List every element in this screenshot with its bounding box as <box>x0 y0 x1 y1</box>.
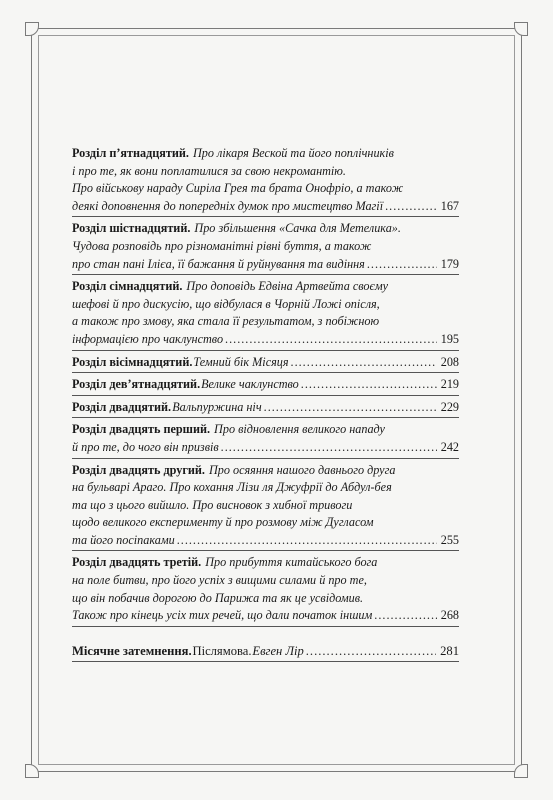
chapter-summary: деякі доповнення до попередніх думок про мистецтво Магії <box>72 198 384 213</box>
leader-dots <box>221 439 437 457</box>
toc-line <box>72 590 459 608</box>
toc-line <box>72 376 459 394</box>
toc-line <box>72 607 459 625</box>
toc-line <box>72 256 459 274</box>
chapter-summary: Також про кінець усіх тих речей, що дали початок іншим <box>72 608 373 623</box>
table-of-contents <box>72 145 459 665</box>
toc-line <box>72 462 459 480</box>
afterword-author: Евген Лір <box>252 643 304 658</box>
chapter-summary: і про те, як вони поплатилися за свою некромантію. <box>72 163 346 178</box>
toc-line <box>72 479 459 497</box>
chapter-summary: й про те, до чого він призвів <box>72 439 219 454</box>
chapter-title: Розділ вісімнадцятий. <box>72 354 193 369</box>
toc-line <box>72 278 459 296</box>
leader-dots <box>291 354 437 372</box>
toc-line <box>72 439 459 457</box>
toc-line <box>72 497 459 515</box>
page-number: 229 <box>440 399 459 414</box>
page-number: 179 <box>440 256 459 271</box>
chapter-summary: а також про змову, яка стала її результатом, з побіжною <box>72 314 380 329</box>
page-number: 255 <box>440 532 459 547</box>
toc-entry-chapter-22 <box>72 462 459 552</box>
chapter-summary: Про відновлення великого нападу <box>214 422 385 437</box>
toc-line <box>72 514 459 532</box>
chapter-summary: що він побачив дорогою до Парижа та як це усвідомив. <box>72 590 364 605</box>
toc-line <box>72 399 459 417</box>
chapter-summary: Про осяяння нашого давнього друга <box>208 462 396 477</box>
toc-entry-chapter-16 <box>72 220 459 275</box>
chapter-title: Розділ двадцять третій. <box>72 555 202 570</box>
page-number: 219 <box>440 377 459 392</box>
leader-dots <box>177 532 437 550</box>
toc-line <box>72 238 459 256</box>
chapter-title: Розділ двадцять другий. <box>72 462 205 477</box>
toc-entry-chapter-20 <box>72 399 459 419</box>
afterword-title: Місячне затемнення. <box>72 643 192 658</box>
toc-entry-chapter-18 <box>72 354 459 374</box>
chapter-summary: щодо великого експерименту й про розмову між Дугласом <box>72 515 374 530</box>
chapter-summary: на бульварі Араго. Про кохання Лізи ля Джуфрії до Абдул-бея <box>72 480 392 495</box>
leader-dots <box>367 256 437 274</box>
chapter-title: Розділ сімнадцятий. <box>72 279 183 294</box>
page-number: 242 <box>440 439 459 454</box>
leader-dots <box>264 399 437 417</box>
toc-line <box>72 331 459 349</box>
chapter-title: Розділ двадцять перший. <box>72 422 211 437</box>
toc-entry-afterword <box>72 643 459 663</box>
leader-dots <box>385 198 437 216</box>
chapter-title: Розділ двадцятий. <box>72 399 172 414</box>
leader-dots <box>306 643 436 661</box>
toc-line <box>72 532 459 550</box>
chapter-summary: інформацією про чаклунство <box>72 331 224 346</box>
toc-entry-chapter-17 <box>72 278 459 350</box>
chapter-title: Розділ шістнадцятий. <box>72 221 191 236</box>
corner-ornament <box>514 764 528 778</box>
chapter-summary: на поле битви, про його успіх з вищими силами й про те, <box>72 573 367 588</box>
toc-entry-chapter-23 <box>72 554 459 626</box>
toc-line <box>72 296 459 314</box>
chapter-summary: та що з цього вийшло. Про висновок з хибної тривоги <box>72 497 353 512</box>
page-number: 281 <box>440 643 459 658</box>
toc-entry-chapter-19 <box>72 376 459 396</box>
toc-line <box>72 643 459 661</box>
toc-line <box>72 572 459 590</box>
chapter-summary: та його посіпаками <box>72 532 175 547</box>
toc-line <box>72 198 459 216</box>
chapter-summary: Про прибуття китайського бога <box>205 555 378 570</box>
chapter-title: Розділ п’ятнадцятий. <box>72 146 189 160</box>
chapter-title: Розділ дев’ятнадцятий. <box>72 377 201 392</box>
toc-entry-chapter-15 <box>72 145 459 217</box>
leader-dots <box>374 607 436 625</box>
toc-line <box>72 180 459 198</box>
chapter-summary: Чудова розповідь про різноманітні рівні буття, а також <box>72 238 372 253</box>
toc-line <box>72 421 459 439</box>
chapter-summary: Про доповідь Едвіна Артвейта своєму <box>186 279 389 294</box>
chapter-summary: Про збільшення «Сачка для Метелика». <box>194 221 401 236</box>
page-number: 208 <box>440 354 459 369</box>
page-number: 195 <box>440 331 459 346</box>
toc-entry-chapter-21 <box>72 421 459 458</box>
toc-line <box>72 354 459 372</box>
toc-line <box>72 163 459 181</box>
chapter-summary: Вальпуржина ніч <box>172 399 262 414</box>
leader-dots <box>225 331 437 349</box>
chapter-summary: Про лікаря Веской та його поплічників <box>192 146 394 160</box>
afterword-label: Післямова. <box>192 643 252 658</box>
chapter-summary: про стан пані Ілієа, її бажання й руйнування та видіння <box>72 256 365 271</box>
page-number: 167 <box>440 198 459 213</box>
chapter-summary: Темний бік Місяця <box>193 354 289 369</box>
toc-line <box>72 220 459 238</box>
chapter-summary: шефові й про дискусію, що відбулася в Чорній Ложі опісля, <box>72 296 380 311</box>
toc-line <box>72 554 459 572</box>
leader-dots <box>301 376 437 394</box>
toc-line <box>72 313 459 331</box>
toc-line <box>72 145 459 163</box>
chapter-summary: Про військову нараду Сиріла Грея та брата Онофріо, а також <box>72 181 404 196</box>
chapter-summary: Велике чаклунство <box>201 377 299 392</box>
page-number: 268 <box>440 608 459 623</box>
